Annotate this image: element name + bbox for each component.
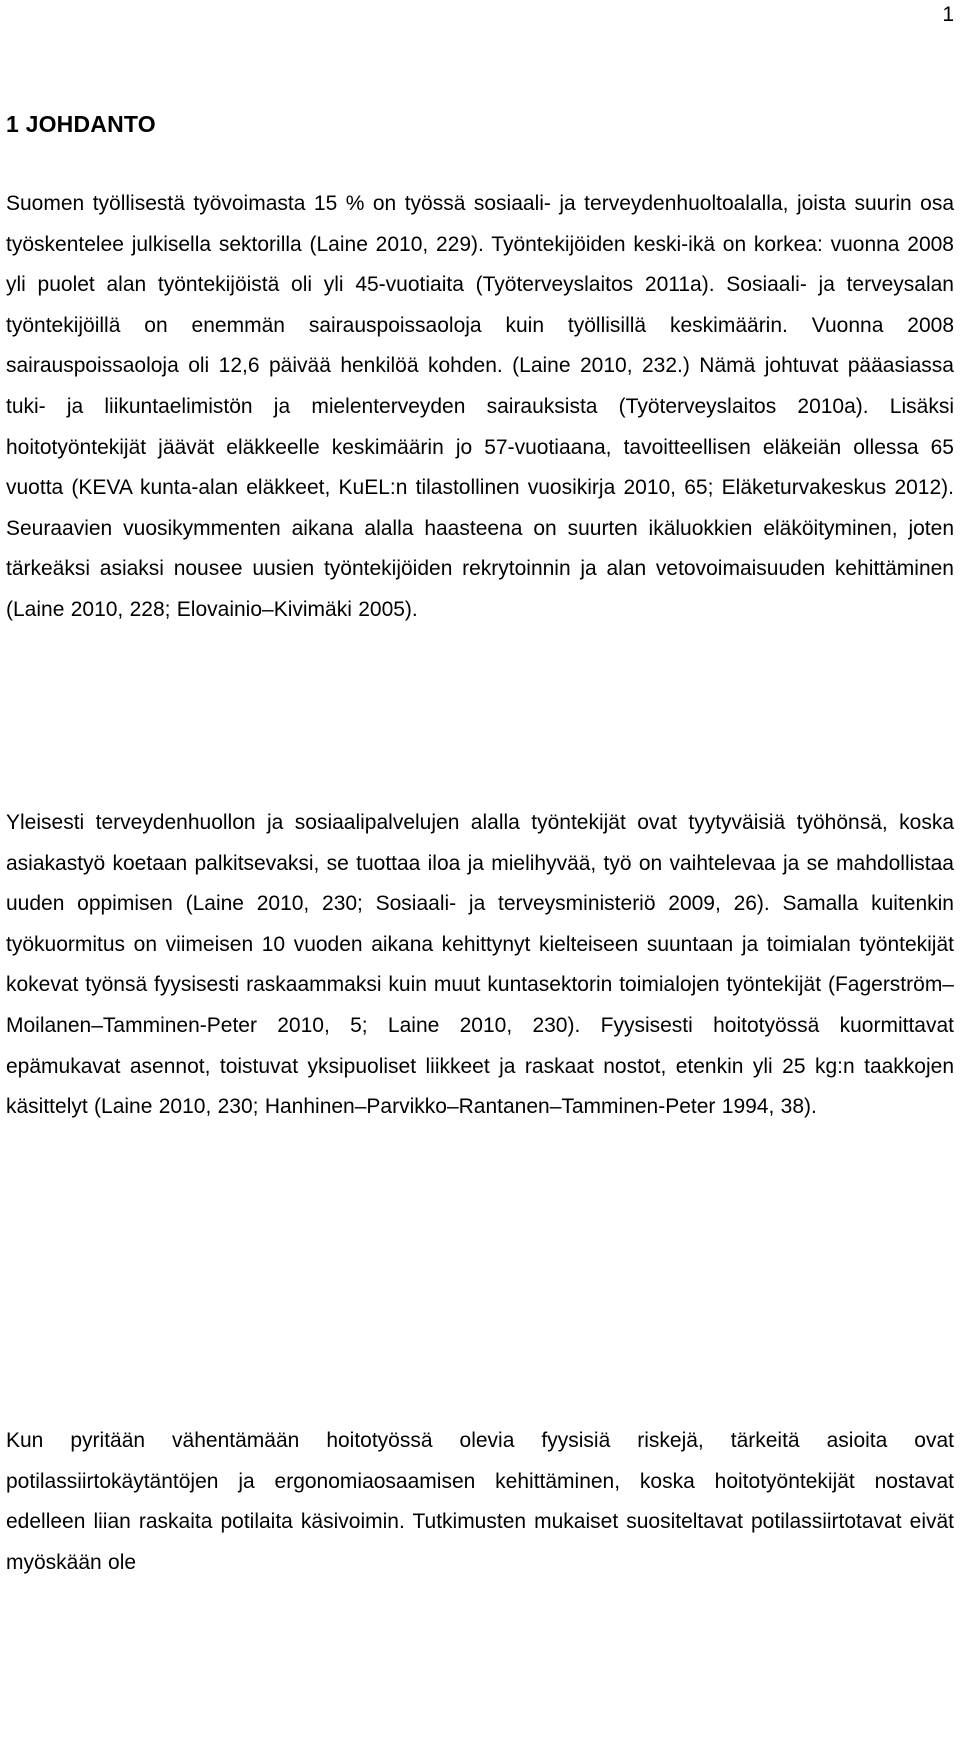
page-number: 1 — [942, 3, 954, 26]
body-paragraph: Yleisesti terveydenhuollon ja sosiaalipalvelujen alalla työntekijät ovat tyytyväisiä työhönsä, koska asiakastyö koetaan palkitsevaksi, se tuottaa iloa ja mielihyvää, työ on vaihtelevaa ja se mahdollistaa uuden oppimisen (Laine 2010, 230; Sosiaali- ja terveysministeriö 2009, 26). Samalla kuitenkin työkuormitus on viimeisen 10 vuoden aikana kehittynyt kielteiseen suuntaan ja toimialan työntekijät kokevat työnsä fyysisesti raskaammaksi kuin muut kuntasektorin toimialojen työntekijät (Fagerström–Moilanen–Tamminen-Peter 2010, 5; Laine 2010, 230). Fyysisesti hoitotyössä kuormittavat epämukavat asennot, toistuvat yksipuoliset liikkeet ja raskaat nostot, etenkin yli 25 kg:n taakkojen käsittelyt (Laine 2010, 230; Hanhinen–Parvikko–Rantanen–Tamminen-Peter 1994, 38). — [6, 811, 954, 1119]
section-heading: 1 JOHDANTO — [6, 111, 156, 137]
body-paragraph: Suomen työllisestä työvoimasta 15 % on työssä sosiaali- ja terveydenhuoltoalalla, joista suurin osa työskentelee julkisella sektorilla (Laine 2010, 229). Työntekijöiden keski-ikä on korkea: vuonna 2008 yli puolet alan työntekijöistä oli yli 45-vuotiaita (Työterveyslaitos 2011a). Sosiaali- ja terveysalan työntekijöillä on enemmän sairauspoissaoloja kuin työllisillä keskimäärin. Vuonna 2008 sairauspoissaoloja oli 12,6 päivää henkilöä kohden. (Laine 2010, 232.) Nämä johtuvat pääasiassa tuki- ja liikuntaelimistön ja mielenterveyden sairauksista (Työterveyslaitos 2010a). Lisäksi hoitotyöntekijät jäävät eläkkeelle keskimäärin jo 57-vuotiaana, tavoitteellisen eläkeiän ollessa 65 vuotta (KEVA kunta-alan eläkkeet, KuEL:n tilastollinen vuosikirja 2010, 65; Eläketurvakeskus 2012). Seuraavien vuosikymmenten aikana alalla haasteena on suurten ikäluokkien eläköityminen, joten tärkeäksi asiaksi nousee uusien työntekijöiden rekrytoinnin ja alan vetovoimaisuuden kehittäminen (Laine 2010, 228; Elovainio–Kivimäki 2005). — [6, 192, 954, 621]
body-paragraph: Kun pyritään vähentämään hoitotyössä olevia fyysisiä riskejä, tärkeitä asioita ovat potilassiirtokäytäntöjen ja ergonomiaosaamisen kehittäminen, koska hoitotyöntekijät nostavat edelleen liian raskaita potilaita käsivoimin. Tutkimusten mukaiset suositeltavat potilassiirtotavat eivät myöskään ole — [6, 1429, 954, 1574]
